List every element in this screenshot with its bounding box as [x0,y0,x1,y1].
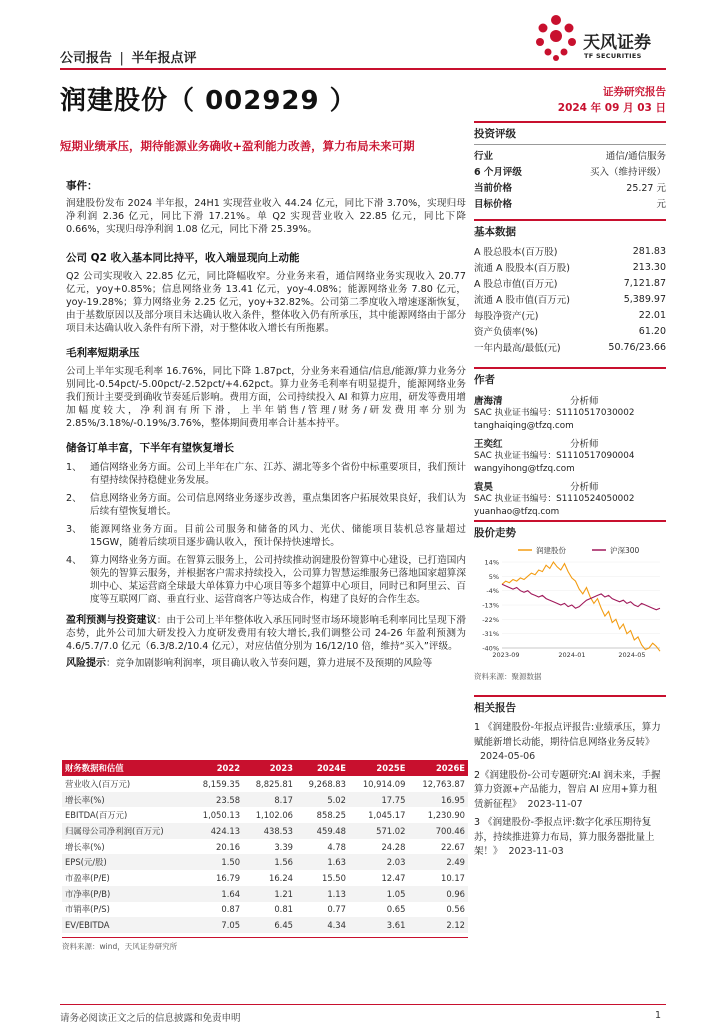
table-cell: 571.02 [349,823,408,839]
table-cell: 459.48 [296,823,349,839]
authors-panel [474,367,666,522]
table-cell: 16.79 [216,872,241,883]
risk-text: ：竞争加剧影响利润率，项目确认收入节奏问题，算力进展不及预期的风险等 [106,658,433,669]
y-tick-label: 5% [488,572,499,581]
table-cell: 市销率(P/S) [65,904,110,915]
kv-key: A 股总市值(百万元) [474,279,558,290]
event-text: 润建股份发布 2024 半年报，24H1 实现营业收入 44.24 亿元，同比下滑 3.70%，实现归母净利润 2.36 亿元，同比下滑 17.21%。单 Q2 实现营业收入 22.85 亿元，同比下降 0.66%，实现归母净利润 1.08 亿元，同比下滑 25.39%。 [66,198,466,235]
related-report-date: 2023-11-07 [527,798,583,810]
y-tick-label: -4% [486,587,499,596]
table-row [62,854,468,870]
table-header-cell: 2026E [408,760,468,776]
related-report-title: 3 《润建股份-季报点评:数字化承压期待复苏，持续推进算力布局，算力服务器批量上架！》 [474,817,655,857]
rating-heading: 投资评级 [474,121,666,141]
table-cell: 2.03 [349,854,408,870]
kv-value: 50.76/23.66 [608,341,666,353]
table-row [62,776,468,792]
related-panel [474,695,666,864]
forecast-text: ：由于公司上半年整体收入承压同时竖市场环境影响毛利率同比呈现下滑态势，此外公司加大研发投入力度研发费用有较大增长,我们调整公司 24-26 年盈利预测为 4.6/5.7/7.0 亿元（6.3/8.2/10.4 亿元），对应估值分别为 16/12/10 倍，维持“买入”评级。 [66,615,467,652]
table-cell: 1.64 [190,886,243,902]
author-role: 分析师 [570,482,599,493]
order-number: 3、 [66,524,82,535]
table-cell: 5.02 [296,792,349,808]
table-cell: 24.28 [381,841,406,852]
author-entry [474,479,666,519]
author-sac: SAC 执业证书编号：S1110517090004 [474,451,635,461]
risk-heading: 风险提示 [66,658,106,669]
y-tick-label: -31% [482,630,499,639]
table-cell: 1,045.17 [368,810,406,821]
table-cell: 8,825.81 [255,778,293,789]
kv-value: 元 [656,199,666,210]
table-cell: 0.77 [327,904,346,915]
order-text: 信息网络业务方面。公司信息网络业务逐步改善，重点集团客户拓展效果良好，我们认为后续有望恢复增长。 [90,493,466,517]
y-tick-label: -40% [482,644,499,653]
order-number: 4、 [66,555,82,566]
chart-panel [474,520,666,540]
related-report-item[interactable] [474,769,666,813]
table-cell: 0.87 [221,904,241,915]
company-name: 润建股份 [60,86,169,116]
y-tick-label: -22% [482,615,499,624]
table-row [62,902,468,918]
table-cell: 0.81 [274,904,293,915]
author-name: 王奕红 [474,439,503,450]
author-sac: SAC 执业证书编号：S1110524050002 [474,494,635,504]
table-cell: 0.96 [408,886,468,902]
author-name: 唐海清 [474,396,503,407]
page-number: 1 [655,1010,662,1021]
table-cell: 增长率(%) [62,792,190,808]
table-header-cell: 2024E [296,760,349,776]
table-cell: 1.50 [190,854,243,870]
table-cell: 增长率(%) [65,841,105,852]
related-report-item[interactable] [474,721,666,765]
table-cell: 1,230.90 [427,810,465,821]
legend-label: 沪深300 [610,546,640,555]
footer-disclaimer: 请务必阅读正文之后的信息披露和免责申明 [60,1013,241,1024]
table-row [62,839,468,855]
table-cell: 营业收入(百万元) [65,778,131,789]
kv-key: 6 个月评级 [474,167,522,178]
table-cell: 市盈率(P/E) [65,872,110,883]
related-heading: 相关报告 [474,695,666,715]
kv-value: 5,389.97 [623,293,666,305]
table-cell: 8.17 [243,792,296,808]
table-header-cell: 2025E [349,760,408,776]
order-item [66,492,466,518]
forecast-paragraph [66,614,466,653]
table-cell: 20.16 [216,841,241,852]
table-cell: 15.50 [321,872,346,883]
table-cell: 1.21 [243,886,296,902]
table-cell: 6.45 [243,917,296,933]
chart-heading: 股价走势 [474,520,666,540]
author-role: 分析师 [570,396,599,407]
table-row [62,823,468,839]
table-row [62,792,468,808]
kv-value: 7,121.87 [623,277,666,289]
report-kind: 公司报告 [60,51,113,66]
rating-panel [474,121,666,211]
y-tick-label: 14% [484,558,499,567]
kv-row [474,147,666,163]
table-cell: 4.34 [296,917,349,933]
order-text: 通信网络业务方面。公司上半年在广东、江苏、湖北等多个省份中标重要项目，我们预计有望持续保持稳健业务发展。 [90,462,466,486]
related-report-item[interactable] [474,816,666,860]
kv-row [474,179,666,195]
table-row [62,886,468,902]
kv-row [474,259,666,275]
author-role: 分析师 [570,439,599,450]
order-item [66,461,466,487]
kv-key: A 股总股本(百万股) [474,247,558,258]
table-cell: 438.53 [243,823,296,839]
table-cell: EBITDA(百万元) [65,810,128,821]
kv-key: 流通 A 股市值(百万元) [474,295,570,306]
table-cell: 23.58 [190,792,243,808]
table-cell: 12,763.87 [422,778,465,789]
order-number: 2、 [66,493,82,504]
table-cell: 0.65 [386,904,406,915]
margin-text: 公司上半年实现毛利率 16.76%，同比下降 1.87pct，分业务来看通信/信息/能源/算力业务分别同比-0.54pct/-5.00pct/-2.52pct/+4.62pct。算力业务毛利率有明显提升，能源网络业务我们预计主要受到确收节奏延后影响。费用方面，公司持续投入 AI 和算力应用，研发等费用增加幅度较大，净利润有所下滑，上半年销售/管理/财务/研发费用率分别为 2.85%/3.18%/-0.19%/3.76%，整体期间费用率合计基本持平。 [66,366,466,429]
order-text: 能源网络业务方面。目前公司服务和储备的风力、光伏、储能项目装机总容量超过 15GW，随着后续项目逐步确认收入，预计保持快速增长。 [90,524,466,548]
author-entry [474,393,666,433]
table-cell: 3.39 [274,841,293,852]
kv-key: 流通 A 股股本(百万股) [474,263,570,274]
kv-key: 当前价格 [474,183,513,194]
kv-row [474,163,666,179]
table-cell: 1.56 [243,854,296,870]
header-separator: | [119,51,124,66]
table-cell: 22.67 [441,841,465,852]
kv-value: 61.20 [638,325,666,337]
table-header-cell: 2023 [243,760,296,776]
financial-table-wrap [62,760,468,952]
author-email[interactable]: wangyihong@tfzq.com [474,464,575,474]
table-cell: 4.78 [327,841,346,852]
report-subtitle: 短期业绩承压，期待能源业务确收+盈利能力改善，算力布局未来可期 [60,139,415,153]
table-header-cell: 2022 [190,760,243,776]
kv-value: 22.01 [638,309,666,321]
table-cell: 1,050.13 [202,810,241,821]
x-tick-label: 2023-09 [492,651,520,659]
price-chart [474,540,666,664]
y-tick-label: -13% [482,601,499,610]
report-category [60,47,196,66]
order-text: 算力网络业务方面。在智算云服务上，公司持续推动润建股份智算中心建设，已打造国内领先的智算云服务，并根据客户需求持续投入，公司算力智慧运维服务已落地国家超算深圳中心、某运营商全球最大单体算力中心项目等多个超算中心项目，同时已和阿里云、百度等互联网厂商、垂直行业、运营商客户等达成合作，构建了良好的合作生态。 [90,555,466,605]
table-cell: 2.12 [408,917,468,933]
kv-value: 25.27 元 [626,183,666,194]
forecast-heading: 盈利预测与投资建议 [66,615,157,626]
kv-row [474,275,666,291]
kv-row [474,243,666,259]
kv-row [474,307,666,323]
table-cell: 0.56 [446,904,465,915]
kv-row [474,323,666,339]
x-tick-label: 2024-05 [618,651,646,659]
table-cell: 10.17 [441,872,465,883]
table-cell: 2.49 [408,854,468,870]
table-cell: 12.47 [381,872,406,883]
table-cell: 858.25 [316,810,346,821]
related-report-date: 2023-11-03 [508,846,564,857]
author-name: 袁昊 [474,482,494,493]
table-cell: 1.63 [296,854,349,870]
table-cell: 424.13 [190,823,243,839]
orders-heading: 储备订单丰富，下半年有望恢复增长 [66,442,234,454]
brand-en: TF SECURITIES [584,52,642,60]
table-cell: 1,102.06 [255,810,293,821]
margin-heading: 毛利率短期承压 [66,347,140,359]
kv-row [474,195,666,211]
order-item [66,523,466,549]
table-cell: 7.05 [190,917,243,933]
author-sac: SAC 执业证书编号：S1110517030002 [474,408,635,418]
table-cell: 3.61 [349,917,408,933]
table-cell: 1.13 [296,886,349,902]
risk-paragraph [66,657,466,670]
x-tick-label: 2024-01 [558,651,586,659]
kv-value: 通信/通信服务 [605,151,666,162]
table-source: 资料来源：wind，天风证券研究所 [62,937,468,952]
table-cell: 10,914.09 [362,778,406,789]
table-cell: 9,268.83 [308,778,346,789]
related-report-title: 2《润建股份-公司专题研究:AI 润未来，手握算力资源+产品能力，智启 AI 应用+算力租赁新征程》 [474,769,661,810]
table-cell: 16.24 [269,872,293,883]
basic-heading: 基本数据 [474,219,666,239]
author-entry [474,436,666,476]
report-type: 证券研究报告 [603,86,666,98]
author-email[interactable]: yuanhao@tfzq.com [474,507,560,517]
table-cell: EV/EBITDA [62,917,190,933]
table-cell: 市净率(P/B) [62,886,190,902]
brand-name: 天风证券 [583,33,651,53]
footer-rule [60,1004,666,1005]
kv-key: 每股净资产(元) [474,311,539,322]
order-item [66,554,466,606]
q2-heading: 公司 Q2 收入基本同比持平，收入端显现向上动能 [66,252,300,264]
series-line [502,562,660,651]
kv-key: 行业 [474,151,494,162]
table-header-cell: 财务数据和估值 [62,760,190,776]
orders-list [66,461,466,606]
table-row [62,807,468,823]
table-row [62,870,468,886]
event-heading: 事件： [66,180,98,192]
header-rule [60,68,666,70]
kv-key: 资产负债率(%) [474,327,538,338]
table-cell: 8,159.35 [202,778,241,789]
kv-key: 目标价格 [474,199,513,210]
table-cell: 700.46 [408,823,468,839]
table-cell: 17.75 [349,792,408,808]
table-cell: 1.05 [349,886,408,902]
report-date: 2024 年 09 月 03 日 [557,102,666,114]
table-row [62,917,468,933]
page-title [60,80,357,117]
authors-heading: 作者 [474,367,666,387]
q2-text: Q2 公司实现收入 22.85 亿元，同比降幅收窄。分业务来看，通信网络业务实现收入 20.77 亿元，yoy+0.85%；信息网络业务 13.41 亿元，yoy-4.08%；能源网络业务 7.80 亿元，yoy-19.28%；算力网络业务 2.25 亿元，yoy+32.82%。公司第二季度收入增速逐渐恢复，由于基数原因以及部分项目未达确认收入条件，整体收入仍有所承压，其中能源网络由于部分项目未达确认收入条件有所下滑，对于整体收入增长有所拖累。 [66,271,466,334]
stock-code: （ 002929 ） [168,86,357,116]
kv-row [474,339,666,355]
brand-logo-icon [532,14,580,62]
basic-panel [474,219,666,355]
report-sub: 半年报点评 [131,51,197,66]
related-report-title: 1 《润建股份-年报点评报告:业绩承压，算力赋能新增长动能，期待信息网络业务反转》 [474,722,661,748]
kv-key: 一年内最高/最低(元) [474,343,561,354]
kv-value: 213.30 [632,261,666,273]
financial-table [62,760,468,933]
chart-source: 资料来源：聚源数据 [474,672,542,681]
table-cell: 16.95 [408,792,468,808]
related-report-date: 2024-05-06 [480,751,536,762]
table-cell: 归属母公司净利润(百万元) [62,823,190,839]
series-line [502,584,660,610]
kv-value: 281.83 [632,245,666,257]
kv-row [474,291,666,307]
author-email[interactable]: tanghaiqing@tfzq.com [474,421,574,431]
table-cell: EPS(元/股) [62,854,190,870]
order-number: 1、 [66,462,82,473]
main-content [66,178,466,670]
kv-value: 买入（维持评级） [589,167,666,178]
legend-label: 润建股份 [536,546,566,555]
